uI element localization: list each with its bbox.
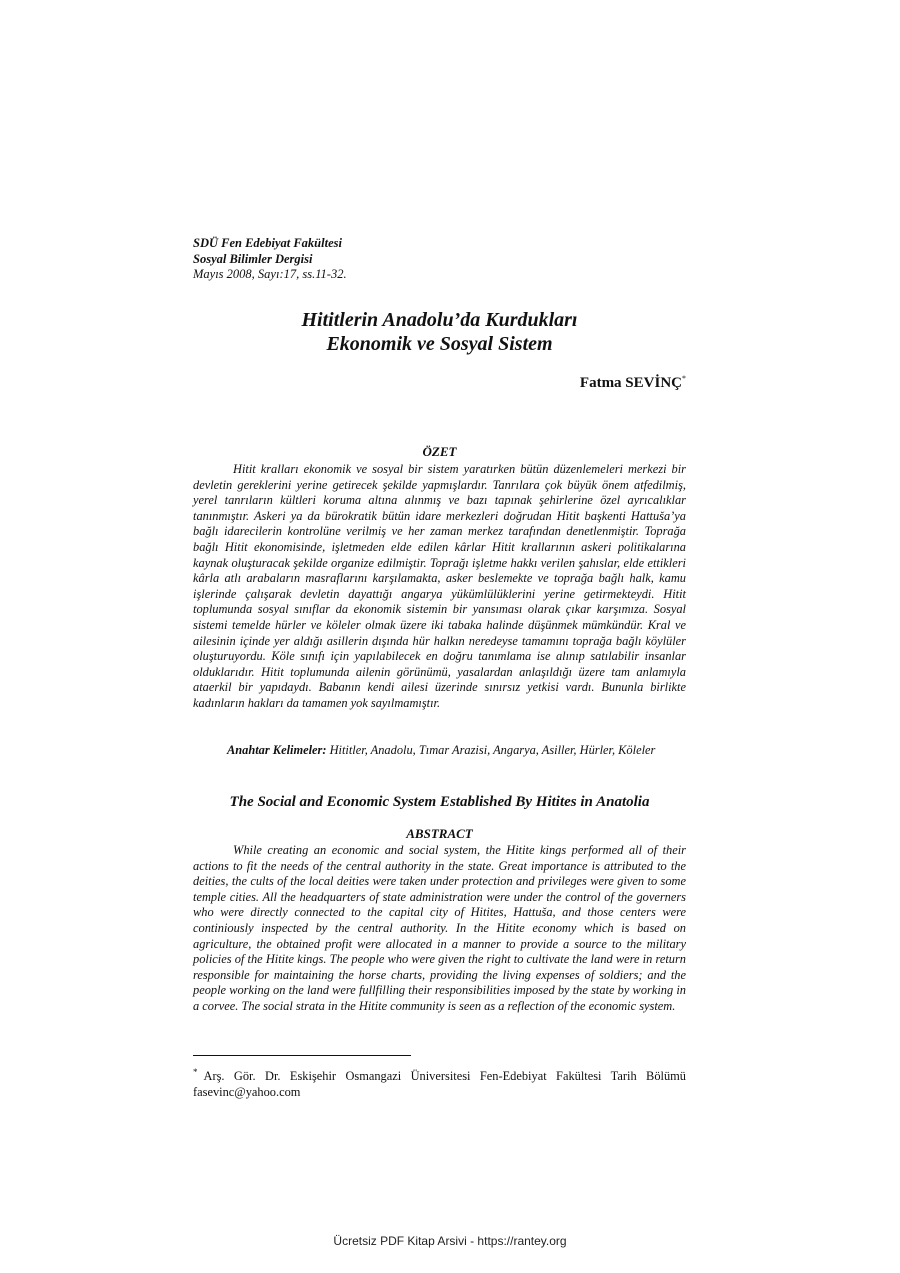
author-footnote-mark: *: [682, 374, 686, 383]
footnote-mark: *: [193, 1067, 198, 1077]
keywords-list: Hititler, Anadolu, Tımar Arazisi, Angarya, Asiller, Hürler, Köleler: [329, 743, 656, 757]
keywords-label: Anahtar Kelimeler:: [227, 743, 327, 757]
journal-faculty: SDÜ Fen Edebiyat Fakültesi: [193, 236, 342, 250]
author: [193, 374, 686, 392]
keywords: [193, 743, 686, 759]
abstract-heading: ABSTRACT: [406, 826, 473, 841]
paper-title-line-1: Hititlerin Anadolu’da Kurdukları: [301, 309, 578, 331]
author-name: Fatma SEVİNÇ: [579, 375, 682, 391]
english-title: The Social and Economic System Established By Hitites in Anatolia: [229, 794, 650, 810]
footnote-divider: [193, 1055, 411, 1056]
journal-name: Sosyal Bilimler Dergisi: [193, 251, 313, 266]
journal-info: [193, 236, 686, 283]
paper-title-line-2: Ekonomik ve Sosyal Sistem: [326, 333, 553, 355]
ozet-heading: ÖZET: [422, 444, 457, 459]
site-footer: Ücretsiz PDF Kitap Arsivi - https://rantey.org: [333, 1234, 567, 1248]
footnote: [193, 1064, 686, 1100]
ozet-paragraph: Hitit kralları ekonomik ve sosyal bir sistem yaratırken bütün düzenlemeleri merkezi bir devletin gereklerini yerine getirecek şekilde yapmışlardır. Tanrılara çok büyük önem atfedilmiş, yerel tanrıların kültleri koruma altına alınmış ve bazı tapınak şehirlerine özel ayrıcalıklar tanınmıştır. Askeri ya da bürokratik bütün idare merkezleri doğrudan Hitit başkenti Hattuša’ya bağlı idarecilerin kontrolüne verilmiş ve her zaman merkez tarafından denetlenmiştir. Toprağa bağlı Hitit ekonomisinde, işletmeden elde edilen kârlar Hitit krallarının askeri politikalarına kaynak oluşturacak şekilde organize edilmiştir. Toprağı işletme hakkı verilen şahıslar, elde ettikleri kârla atlı arabaların masraflarını karşılamakta, asker beslemekte ve toprağa bağlı halk, kamu işlerinde çalışarak devletin dayattığı angarya yükümlülüklerini yerine getirmekteydi. Hitit toplumunda sosyal sınıflar da ekonomik sistemin bir yansıması olarak çıkar karşımıza. Sosyal sistemi temelde hürler ve köleler olmak üzere iki tabaka halinde düşünmek mümkündür. Kral ve ailesinin içinde yer aldığı asillerin dışında hür halkın neredeyse tamamını toprağa bağlı köylüler oluşturuyordu. Köle sınıfı için yapılabilecek en doğru tanımlama ise alınıp satılabilir insanlar olduklarıdır. Hitit toplumunda ailenin görünümü, yasalardan anlaşıldığı üzere tam anlamıyla ataerkil bir yapıdaydı. Babanın kendi ailesi üzerinde sınırsız yetkisi vardı. Bununla birlikte kadınların hakları da tamamen yok sayılmamıştır.: [193, 462, 686, 710]
journal-issue: Mayıs 2008, Sayı:17, ss.11-32.: [193, 267, 347, 281]
paper-title: [193, 308, 686, 356]
footnote-text: Arş. Gör. Dr. Eskişehir Osmangazi Üniversitesi Fen-Edebiyat Fakültesi Tarih Bölümü fasevinc@yahoo.com: [193, 1069, 686, 1100]
abstract-paragraph: While creating an economic and social system, the Hitite kings performed all of their actions to fit the needs of the central authority in the state. Great importance is attributed to the deities, the cults of the local deities were taken under protection and privileges were given to some temple cities. All the headquarters of state administration were under the control of the governers who were directly connected to the capital city of Hitites, Hattuša, and those centers were continiously inspected by the central authority. In the Hitite economy which is based on agriculture, the obtained profit were allocated in a manner to provide a source to the military policies of the Hitite kings. The people who were given the right to cultivate the land were in return responsible for maintaining the horse charts, providing the living expenses of soldiers; and the people working on the land were fullfilling their responsibilities imposed by the state by working in a corvee. The social strata in the Hitite community is seen as a reflection of the economic system.: [193, 843, 686, 1013]
